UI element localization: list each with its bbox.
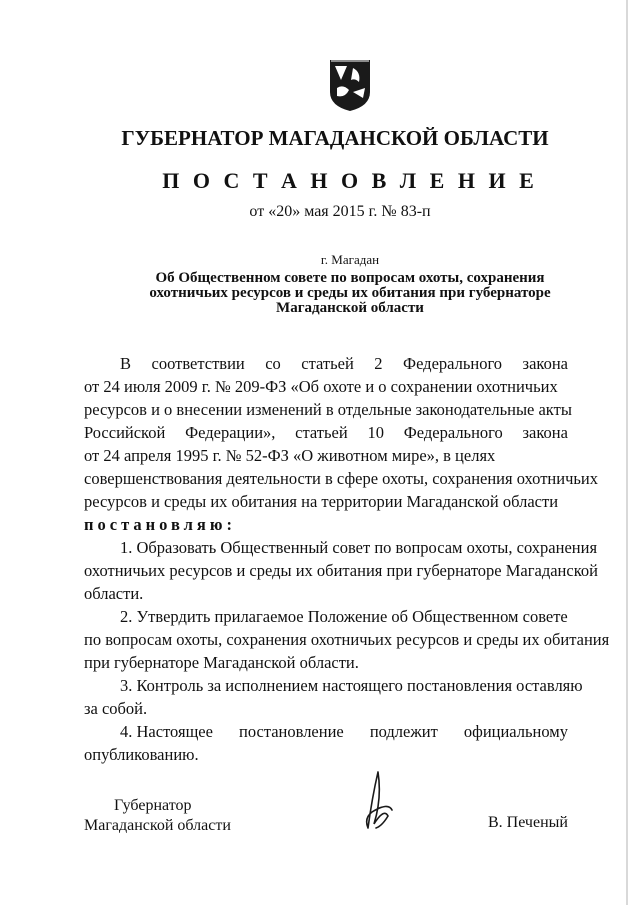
word: 4. Настоящее — [120, 722, 213, 741]
signatory-name: В. Печеный — [488, 814, 568, 831]
handwritten-signature — [358, 768, 402, 836]
item-2-line: по вопросам охоты, сохранения охотничьих ресурсов и среды их обитания — [84, 630, 610, 649]
paragraph-line — [84, 423, 568, 443]
coat-of-arms-emblem — [327, 58, 373, 112]
item-2-line: 2. Утвердить прилагаемое Положение об Общественном совете — [120, 607, 568, 626]
item-1-line: охотничьих ресурсов и среды их обитания при губернаторе Магаданской — [84, 561, 598, 580]
word: соответствии — [151, 354, 245, 373]
item-4-line — [120, 722, 568, 742]
word: Российской — [84, 423, 166, 442]
word: со — [265, 354, 281, 373]
item-3-line: за собой. — [84, 699, 148, 718]
paragraph-line: совершенствования деятельности в сфере охоты, сохранения охотничьих — [84, 469, 598, 488]
word: Федерального — [403, 423, 503, 442]
organization-title: ГУБЕРНАТОР МАГАДАНСКОЙ ОБЛАСТИ — [121, 126, 549, 150]
paragraph-line — [120, 354, 568, 374]
word: закона — [522, 423, 568, 442]
item-1-line: 1. Образовать Общественный совет по вопросам охоты, сохранения — [120, 538, 598, 557]
signatory-title-line: Магаданской области — [84, 817, 231, 834]
city-label: г. Магадан — [320, 252, 380, 267]
document-type-title: П О С Т А Н О В Л Е Н И Е — [162, 168, 538, 193]
paragraph-line: ресурсов и среды их обитания на территории Магаданской области — [84, 492, 559, 511]
word: постановление — [239, 722, 344, 741]
word: официальному — [463, 722, 568, 741]
paragraph-line: от 24 июля 2009 г. № 209-ФЗ «Об охоте и о сохранении охотничьих — [84, 377, 558, 396]
word: Федерации», — [185, 423, 276, 442]
word: статьей — [295, 423, 348, 442]
paragraph-line: ресурсов и о внесении изменений в отдельные законодательные акты — [84, 400, 572, 419]
document-heading — [30, 271, 640, 316]
item-3-line: 3. Контроль за исполнением настоящего постановления оставляю — [120, 676, 583, 695]
heading-line: Об Общественном совете по вопросам охоты, сохранения — [155, 270, 545, 286]
date-and-number: от «20» мая 2015 г. № 83-п — [249, 203, 431, 220]
item-4-line: опубликованию. — [84, 745, 199, 764]
word: статьей — [301, 354, 354, 373]
heading-line: Магаданской области — [276, 300, 424, 316]
word: Федерального — [403, 354, 503, 373]
decree-word: постановляю: — [84, 515, 236, 534]
word: закона — [522, 354, 568, 373]
signatory-title-line: Губернатор — [114, 797, 192, 814]
word: подлежит — [369, 722, 438, 741]
word: 2 — [374, 354, 383, 373]
word: 10 — [367, 423, 384, 442]
item-2-line: при губернаторе Магаданской области. — [84, 653, 359, 672]
signatory-title — [84, 796, 231, 836]
paragraph-line: от 24 апреля 1995 г. № 52-ФЗ «О животном мире», в целях — [84, 446, 496, 465]
heading-line: охотничьих ресурсов и среды их обитания при губернаторе — [149, 285, 551, 301]
word: В — [120, 354, 132, 373]
item-1-line: области. — [84, 584, 144, 603]
